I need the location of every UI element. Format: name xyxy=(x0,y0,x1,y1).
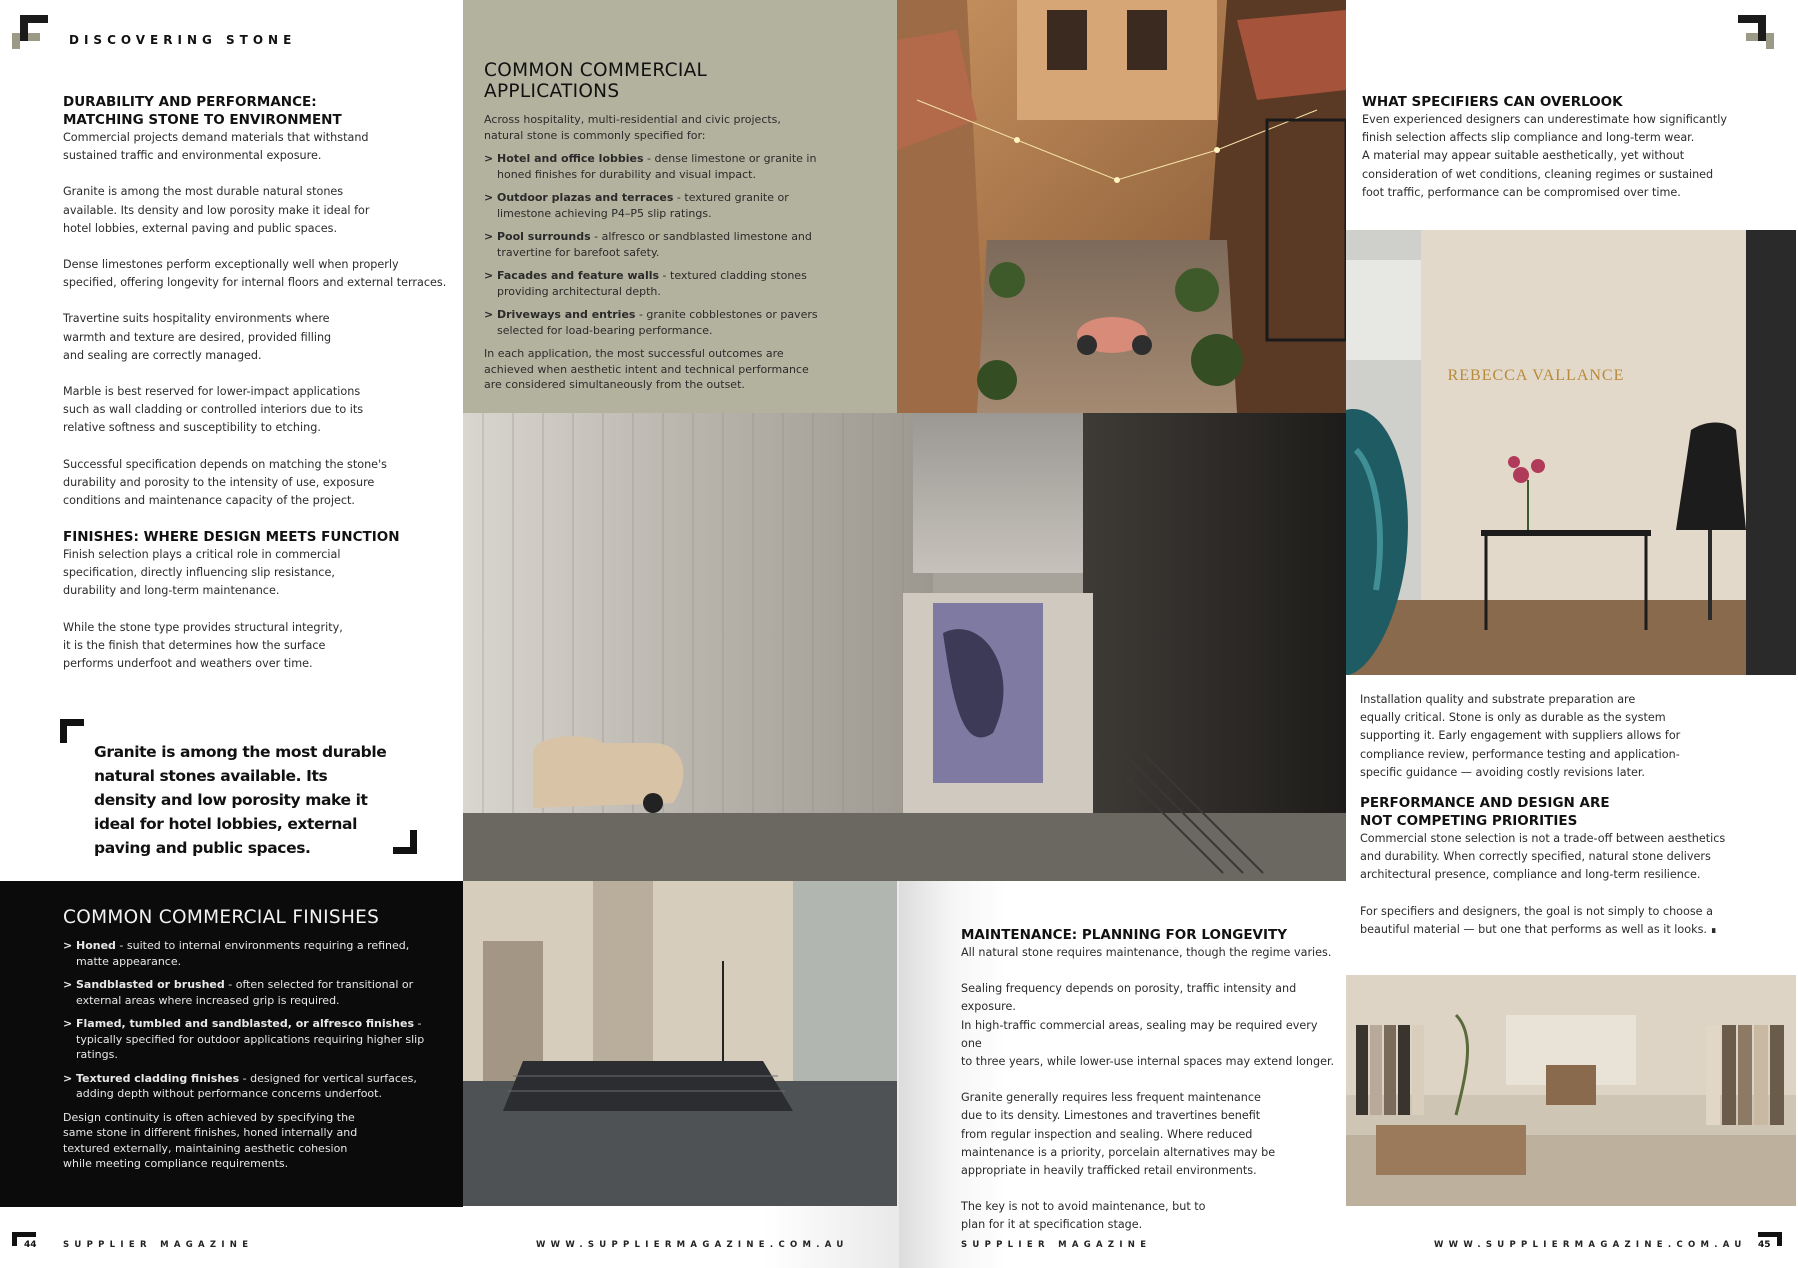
corner-logo-mark-right xyxy=(1738,15,1774,49)
durability-p5: Marble is best reserved for lower-impact applications such as wall cladding or controlled interiors due to its relative softness and susceptibility to etching. xyxy=(63,385,364,435)
maintenance-p4: The key is not to avoid maintenance, but to plan for it at specification stage. xyxy=(961,1200,1206,1232)
finishes-section xyxy=(63,528,443,673)
page-number-left: 44 xyxy=(24,1240,37,1250)
finishes-box-outro: Design continuity is often achieved by specifying the same stone in different finishes, honed internally and textured externally, maintaining aesthetic cohesion while meeting compliance requirements. xyxy=(63,1110,358,1170)
finish-item: > Textured cladding finishes - designed for vertical surfaces, adding depth without performance concerns underfoot. xyxy=(63,1071,417,1100)
section-kicker: DISCOVERING STONE xyxy=(69,33,297,47)
performance-heading: PERFORMANCE AND DESIGN ARE NOT COMPETING PRIORITIES xyxy=(1360,795,1610,830)
finishes-heading: FINISHES: WHERE DESIGN MEETS FUNCTION xyxy=(63,529,400,545)
maintenance-p1: All natural stone requires maintenance, though the regime varies. xyxy=(961,946,1332,959)
performance-p3: For specifiers and designers, the goal is not simply to choose a beautiful material — but one that performs as well as it looks. ∎ xyxy=(1360,904,1717,936)
finishes-box xyxy=(63,907,433,1172)
boutique-photo xyxy=(1346,230,1796,675)
courtyard-photo xyxy=(897,0,1346,413)
footer-url-right[interactable]: WWW.SUPPLIERMAGAZINE.COM.AU xyxy=(1434,1240,1747,1250)
applications-outro: In each application, the most successful outcomes are achieved when aesthetic intent and technical performance are considered simultaneously from the outset. xyxy=(484,347,809,391)
footer-magazine-left: SUPPLIER MAGAZINE xyxy=(63,1240,254,1250)
foyer-photo xyxy=(463,881,897,1206)
application-item: > Outdoor plazas and terraces - textured granite or limestone achieving P4–P5 slip ratings. xyxy=(484,191,789,220)
maintenance-p3: Granite generally requires less frequent maintenance due to its density. Limestones and travertines benefit from regular inspection and sealing. Where reduced maintenance is a priority, porcelain alternatives may be appropriate in heavily trafficked retail environments. xyxy=(961,1091,1276,1178)
overlook-p1: Even experienced designers can underestimate how significantly finish selection affects slip compliance and long-term wear. A material may appear suitable aesthetically, yet without consideration of wet conditions, cleaning regimes or sustained foot traffic, performance can be compromised over time. xyxy=(1362,113,1727,199)
atrium-photo xyxy=(463,413,1346,881)
overlook-heading: WHAT SPECIFIERS CAN OVERLOOK xyxy=(1362,94,1623,110)
performance-p2: Commercial stone selection is not a trade-off between aesthetics and durability. When correctly specified, natural stone delivers architectural presence, compliance and long-term resilience. xyxy=(1360,832,1726,882)
durability-p2: Granite is among the most durable natural stones available. Its density and low porosity make it ideal for hotel lobbies, external paving and public spaces. xyxy=(63,185,370,235)
end-mark: ∎ xyxy=(1710,924,1717,936)
application-item: > Pool surrounds - alfresco or sandblasted limestone and travertine for barefoot safety. xyxy=(484,230,812,259)
overlook-section xyxy=(1362,93,1782,202)
applications-box xyxy=(484,60,844,393)
maintenance-heading: MAINTENANCE: PLANNING FOR LONGEVITY xyxy=(961,927,1287,943)
pull-quote: Granite is among the most durable natural stones available. Its density and low porosity make it ideal for hotel lobbies, external paving and public spaces. xyxy=(94,743,387,857)
applications-list xyxy=(484,151,844,338)
footer-magazine-right: SUPPLIER MAGAZINE xyxy=(961,1240,1152,1250)
quote-close-mark xyxy=(393,830,417,854)
finish-item: > Honed - suited to internal environments requiring a refined, matte appearance. xyxy=(63,939,410,968)
installation-section xyxy=(1360,691,1785,940)
footer-url-left[interactable]: WWW.SUPPLIERMAGAZINE.COM.AU xyxy=(536,1240,849,1250)
finish-item: > Flamed, tumbled and sandblasted, or alfresco finishes - typically specified for outdoor applications requiring higher slip ratings. xyxy=(63,1017,425,1061)
maintenance-section xyxy=(961,926,1341,1235)
durability-p6: Successful specification depends on matching the stone's durability and porosity to the intensity of use, exposure conditions and maintenance capacity of the project. xyxy=(63,457,387,508)
maintenance-p2: Sealing frequency depends on porosity, traffic intensity and exposure. In high-traffic commercial areas, sealing may be required every one to three years, while lower-use internal spaces may extend longer. xyxy=(961,982,1335,1069)
quote-open-mark xyxy=(60,719,84,743)
finishes-p1: Finish selection plays a critical role in commercial specification, directly influencing slip resistance, durability and long-term maintenance. xyxy=(63,548,341,598)
application-item: > Facades and feature walls - textured cladding stones providing architectural depth. xyxy=(484,269,807,298)
finish-item: > Sandblasted or brushed - often selected for transitional or external areas where increased grip is required. xyxy=(63,978,414,1007)
store-sign: REBECCA VALLANCE xyxy=(1447,367,1625,384)
installation-p1: Installation quality and substrate preparation are equally critical. Stone is only as durable as the system supporting it. Early engagement with suppliers allows for compliance review, performance testing and application- specific guidance — avoiding costly revisions later. xyxy=(1360,693,1681,779)
retail-photo xyxy=(1346,975,1796,1206)
application-item: > Driveways and entries - granite cobblestones or pavers selected for load-bearing performance. xyxy=(484,308,818,337)
applications-title: COMMON COMMERCIAL APPLICATIONS xyxy=(484,60,708,102)
durability-heading: DURABILITY AND PERFORMANCE: MATCHING STONE TO ENVIRONMENT xyxy=(63,94,342,128)
page-number-right: 45 xyxy=(1758,1240,1771,1250)
durability-p4: Travertine suits hospitality environments where warmth and texture are desired, provided filling and sealing are correctly managed. xyxy=(63,312,332,362)
footer-mark-right xyxy=(1758,1232,1782,1250)
application-item: > Hotel and office lobbies - dense limestone or granite in honed finishes for durability and visual impact. xyxy=(484,152,817,181)
finishes-p2: While the stone type provides structural integrity, it is the finish that determines how the surface performs underfoot and weathers over time. xyxy=(63,620,343,671)
applications-intro: Across hospitality, multi-residential and civic projects, natural stone is commonly specified for: xyxy=(484,113,781,142)
corner-logo-mark xyxy=(12,15,48,49)
finishes-list xyxy=(63,938,433,1102)
durability-section xyxy=(63,93,453,510)
durability-p1: Commercial projects demand materials that withstand sustained traffic and environmental exposure. xyxy=(63,131,369,163)
finishes-box-title: COMMON COMMERCIAL FINISHES xyxy=(63,907,380,928)
durability-p3: Dense limestones perform exceptionally well when properly specified, offering longevity for internal floors and external terraces. xyxy=(63,258,447,290)
